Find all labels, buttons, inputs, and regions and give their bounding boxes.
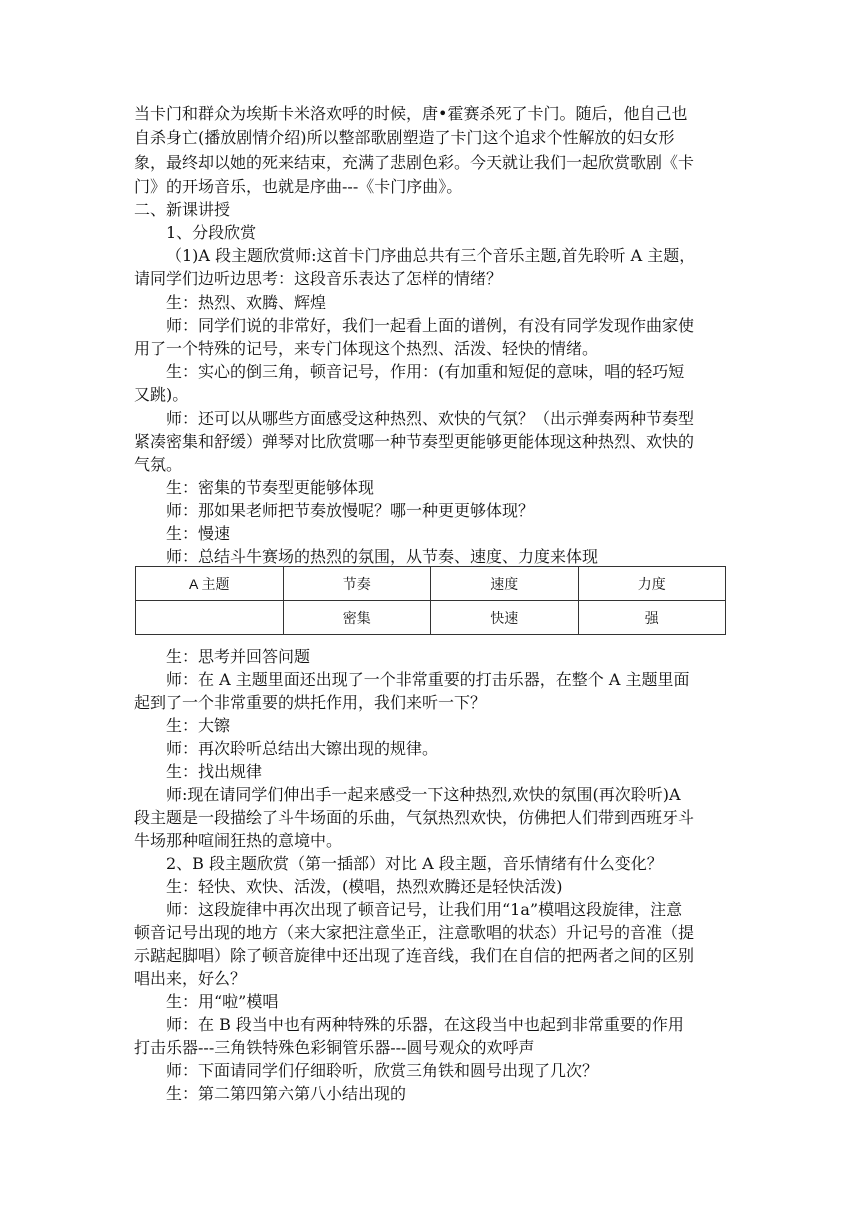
paragraph-line: 象，最终却以她的死来结束，充满了悲剧色彩。今天就让我们一起欣赏歌剧《卡 <box>134 153 695 172</box>
table-cell: 快速 <box>431 601 579 635</box>
paragraph-line: 当卡门和群众为埃斯卡米洛欢呼的时候，唐•霍赛杀死了卡门。随后，他自己也 <box>134 104 688 123</box>
subsection-heading: 1、分段欣赏 <box>166 223 257 242</box>
paragraph-line: 打击乐器---三角铁特殊色彩铜管乐器---圆号观众的欢呼声 <box>134 1038 535 1057</box>
dialogue-line: 师：在 B 段当中也有两种特殊的乐器，在这段当中也起到非常重要的作用 <box>166 1015 684 1034</box>
table-cell: 密集 <box>283 601 431 635</box>
section-heading: 二、新课讲授 <box>134 200 231 219</box>
paragraph-line: 用了一个特殊的记号，来专门体现这个热烈、活泼、轻快的情绪。 <box>134 339 599 358</box>
dialogue-line: 师：同学们说的非常好，我们一起看上面的谱例，有没有同学发现作曲家使 <box>166 316 695 335</box>
dialogue-line: 生：找出规律 <box>166 762 263 781</box>
dialogue-line: 生：大镲 <box>166 716 231 735</box>
paragraph-line: 门》的开场音乐，也就是序曲---《卡门序曲》。 <box>134 177 463 196</box>
paragraph-line: 起到了一个非常重要的烘托作用，我们来听一下？ <box>134 693 487 712</box>
paragraph-line: 气氛。 <box>134 455 183 474</box>
paragraph-line: 示踮起脚唱）除了顿音旋律中还出现了连音线，我们在自信的把两者之间的区别 <box>134 946 695 965</box>
table-cell <box>136 601 284 635</box>
dialogue-line: 生：第二第四第六第八小结出现的 <box>166 1084 407 1103</box>
table-header-row <box>136 567 726 601</box>
table-cell: 速度 <box>431 567 579 601</box>
dialogue-line: 生：轻快、欢快、活泼，(模唱，热烈欢腾还是轻快活泼) <box>166 877 563 896</box>
dialogue-line: 师：还可以从哪些方面感受这种热烈、欢快的气氛？（出示弹奏两种节奏型 <box>166 409 695 428</box>
dialogue-line: 师：在 A 主题里面还出现了一个非常重要的打击乐器，在整个 A 主题里面 <box>166 670 690 689</box>
paragraph-line: 段主题是一段描绘了斗牛场面的乐曲，气氛热烈欢快，仿佛把人们带到西班牙斗 <box>134 808 695 827</box>
dialogue-line: 师：那如果老师把节奏放慢呢？哪一种更更够体现？ <box>166 501 535 520</box>
dialogue-line: 生：热烈、欢腾、辉煌 <box>166 293 327 312</box>
dialogue-line: 师：这段旋律中再次出现了顿音记号，让我们用“1a”模唱这段旋律，注意 <box>166 900 683 919</box>
dialogue-line: 师：再次聆听总结出大镲出现的规律。 <box>166 739 439 758</box>
paragraph-line: （1)A 段主题欣赏师:这首卡门序曲总共有三个音乐主题,首先聆听 A 主题， <box>166 246 696 265</box>
dialogue-line: 生：慢速 <box>166 524 231 543</box>
subsection-heading: 2、B 段主题欣赏（第一插部）对比 A 段主题，音乐情绪有什么变化？ <box>166 854 663 873</box>
dialogue-line: 生：思考并回答问题 <box>166 647 311 666</box>
dialogue-line: 师:现在请同学们伸出手一起来感受一下这种热烈,欢快的氛围(再次聆听)A <box>166 785 681 804</box>
table-row <box>136 601 726 635</box>
paragraph-line: 顿音记号出现的地方（来大家把注意坐正，注意歌唱的状态）升记号的音准（提 <box>134 923 695 942</box>
dialogue-line: 生：实心的倒三角，顿音记号，作用：(有加重和短促的意味，唱的轻巧短 <box>166 362 685 381</box>
table-cell: 力度 <box>578 567 726 601</box>
paragraph-line: 唱出来，好么？ <box>134 969 247 988</box>
table-cell: A 主题 <box>136 567 284 601</box>
paragraph-line: 又跳)。 <box>134 385 189 404</box>
dialogue-line: 生：密集的节奏型更能够体现 <box>166 478 375 497</box>
dialogue-line: 生：用“啦”模唱 <box>166 992 279 1011</box>
dialogue-line: 师：下面请同学们仔细聆听，欣赏三角铁和圆号出现了几次？ <box>166 1061 599 1080</box>
table-cell: 节奏 <box>283 567 431 601</box>
table-cell: 强 <box>578 601 726 635</box>
paragraph-line: 紧凑密集和舒缓）弹琴对比欣赏哪一种节奏型更能够更能体现这种热烈、欢快的 <box>134 432 695 451</box>
paragraph-line: 牛场那种喧闹狂热的意境中。 <box>134 831 343 850</box>
paragraph-line: 请同学们边听边思考：这段音乐表达了怎样的情绪？ <box>134 269 503 288</box>
music-elements-table <box>135 566 726 633</box>
dialogue-line: 师：总结斗牛赛场的热烈的氛围，从节奏、速度、力度来体现 <box>166 547 599 566</box>
paragraph-line: 自杀身亡(播放剧情介绍)所以整部歌剧塑造了卡门这个追求个性解放的妇女形 <box>134 128 675 147</box>
